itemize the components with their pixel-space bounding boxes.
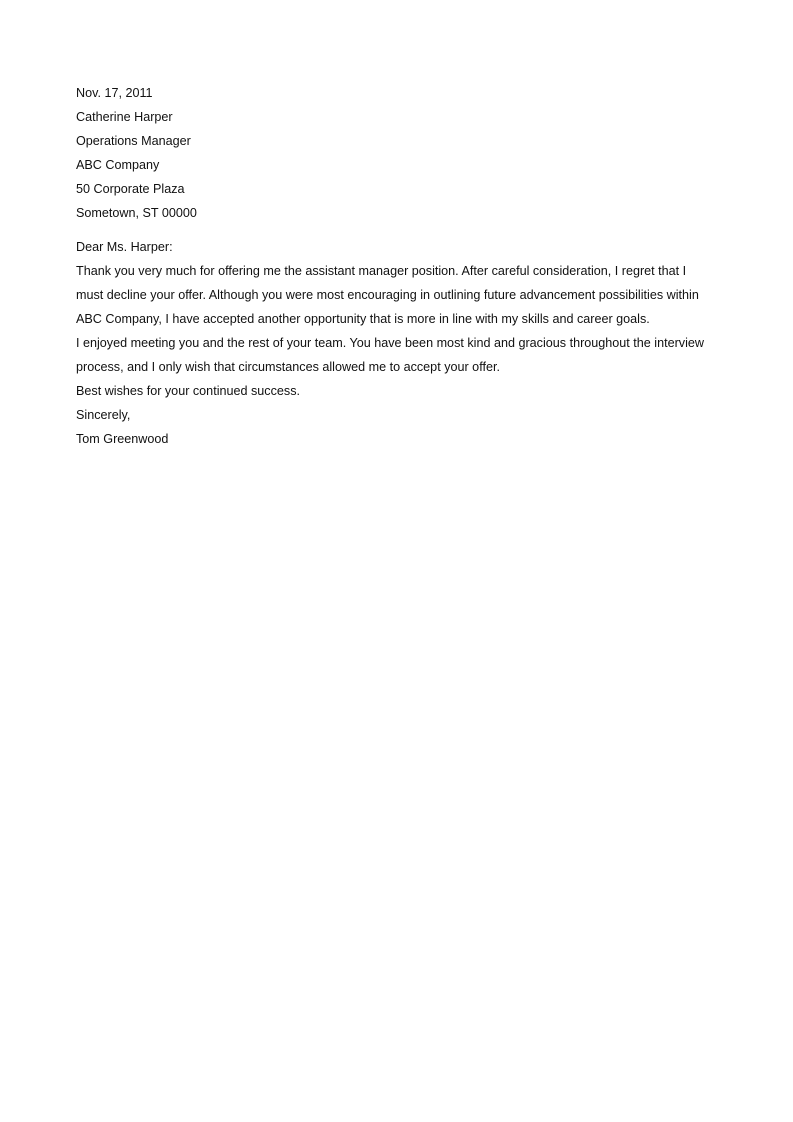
- salutation: Dear Ms. Harper:: [76, 240, 173, 254]
- recipient-name: Catherine Harper: [76, 110, 173, 124]
- body-paragraph-3: Best wishes for your continued success.: [76, 384, 300, 398]
- recipient-street: 50 Corporate Plaza: [76, 182, 185, 196]
- recipient-address: [76, 105, 716, 225]
- recipient-city-line: Sometown, ST 00000: [76, 206, 197, 220]
- signature-name: Tom Greenwood: [76, 432, 169, 446]
- body-paragraph-2: I enjoyed meeting you and the rest of your team. You have been most kind and gracious throughout the interview process, and I only wish that circumstances allowed me to accept your offer.: [76, 336, 704, 374]
- recipient-title: Operations Manager: [76, 134, 191, 148]
- letter-body: [76, 81, 716, 451]
- body-paragraph-1: Thank you very much for offering me the assistant manager position. After careful consideration, I regret that I must decline your offer. Although you were most encouraging in outlining future advancement possibilities within ABC Company, I have accepted another opportunity that is more in line with my skills and career goals.: [76, 264, 699, 326]
- closing: Sincerely,: [76, 408, 131, 422]
- recipient-company: ABC Company: [76, 158, 160, 172]
- letter-date: Nov. 17, 2011: [76, 86, 153, 100]
